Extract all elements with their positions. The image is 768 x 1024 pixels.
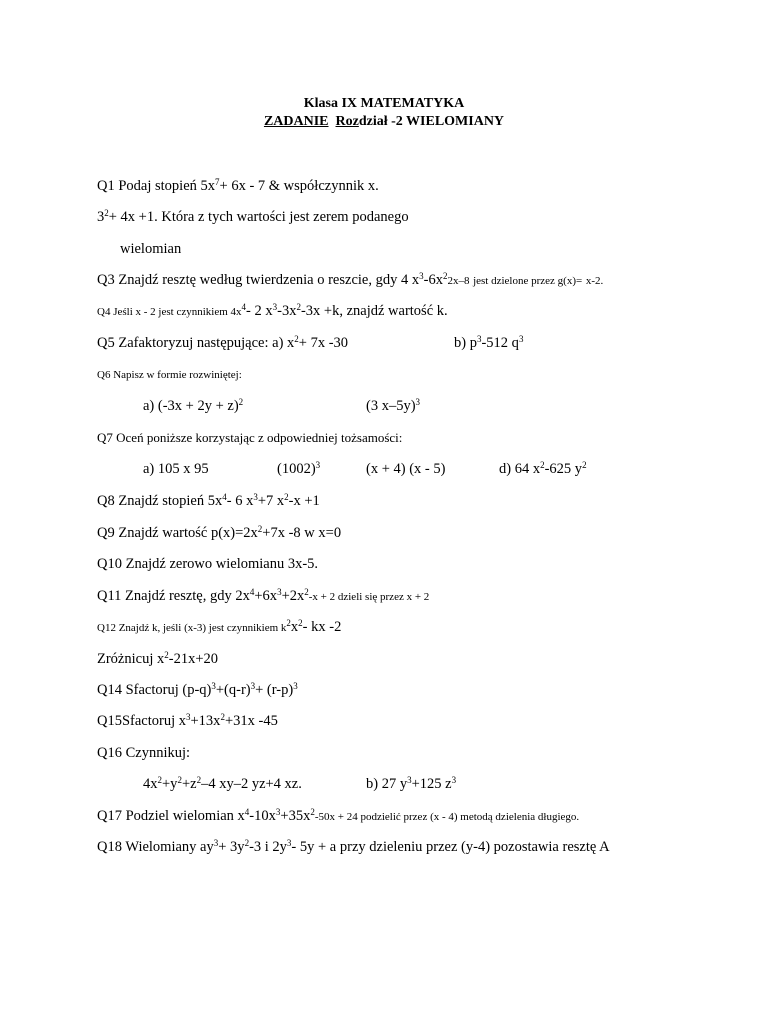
question-12: Q12 Znajdź k, jeśli (x-3) jest czynnikiem $k^2x^2-$ kx -2	[97, 618, 342, 635]
question-18: Q18 Wielomiany $ay^3+ 3y^2-3$ i $2y^3-$ 5y + a przy dzieleniu przez (y-4) pozostawia resztę A	[97, 838, 610, 855]
question-13: Zróżnicuj $x^2-21x+20$	[97, 650, 219, 667]
question-7-part-b: $(1002)^3$	[277, 460, 321, 477]
question-5-part-b: b) $p^3-512$ $q^3$	[454, 334, 524, 351]
question-6-part-b: (3 x–5y)$^3$	[366, 397, 421, 414]
question-7-part-a: a) 105 x 95	[143, 461, 209, 477]
question-4: Q4 Jeśli x - 2 jest czynnikiem $4x^4-$ 2 $x^3-3x^2-3x +k$, znajdź wartość k.	[97, 302, 448, 319]
question-16-part-a: $4x^2+y^2+z^2-4$ xy–2 yz+4 xz.	[143, 775, 302, 792]
question-17: Q17 Podziel wielomian $x^4-10x^3+35x^2-50x + 24$ podzielić przez (x - 4) metodą dzielenia długiego.	[97, 807, 580, 824]
question-5: Q5 Zafaktoryzuj następujące: a) $x^2+ 7x$ -30	[97, 334, 349, 351]
subtitle-zadanie: ZADANIE	[263, 114, 329, 129]
question-7: Q7 Oceń poniższe korzystając z odpowiedniej tożsamości:	[97, 430, 403, 445]
question-6-part-a: a) $(-3x + 2y + z)^2$	[143, 397, 244, 414]
question-15: Q15Sfactoruj $x^3+13x^2+31x$ -45	[97, 712, 278, 729]
document-subtitle	[0, 113, 768, 131]
question-3: Q3 Znajdź resztę według twierdzenia o reszcie, gdy 4 $x^3-6x^22x-8$ jest dzielone przez g(x)= x-2.	[97, 271, 604, 288]
question-9: Q9 Znajdź wartość $p(x)=2x^2+7x$ -8 w x=0	[97, 524, 342, 541]
question-10: Q10 Znajdź zerowo wielomianu 3x-5.	[97, 556, 319, 572]
question-2: $3^2+ 4x +1$. Która z tych wartości jest zerem podanego	[97, 208, 409, 225]
question-16: Q16 Czynnikuj:	[97, 745, 191, 761]
question-16-part-b: b) 27 $y^3+125$ $z^3$	[366, 775, 457, 792]
question-8: Q8 Znajdź stopień $5x^4-$ 6 $x^3+7$ $x^2-x +1$	[97, 492, 320, 509]
question-6: Q6 Napisz w formie rozwiniętej:	[97, 369, 242, 381]
subtitle-roz: Roz	[335, 114, 359, 129]
question-11: Q11 Znajdź resztę, gdy $2x^4+6x^3+2x^2-x + 2$ dzieli się przez x + 2	[97, 587, 430, 604]
subtitle-rest: dział -2 WIELOMIANY	[358, 114, 505, 129]
document-title: Klasa IX MATEMATYKA	[303, 96, 465, 111]
question-7-part-c: (x + 4) (x - 5)	[366, 461, 446, 477]
question-7-part-d: d) 64 $x^2-625$ $y^2$	[499, 460, 587, 477]
question-14: Q14 Sfactoruj $(p-q)^3+(q-r)^3+ (r-p)^3$	[97, 681, 298, 698]
question-2-continuation: wielomian	[120, 241, 182, 257]
question-1: Q1 Podaj stopień $5x^7+ 6x - 7$ & współczynnik x.	[97, 177, 379, 194]
